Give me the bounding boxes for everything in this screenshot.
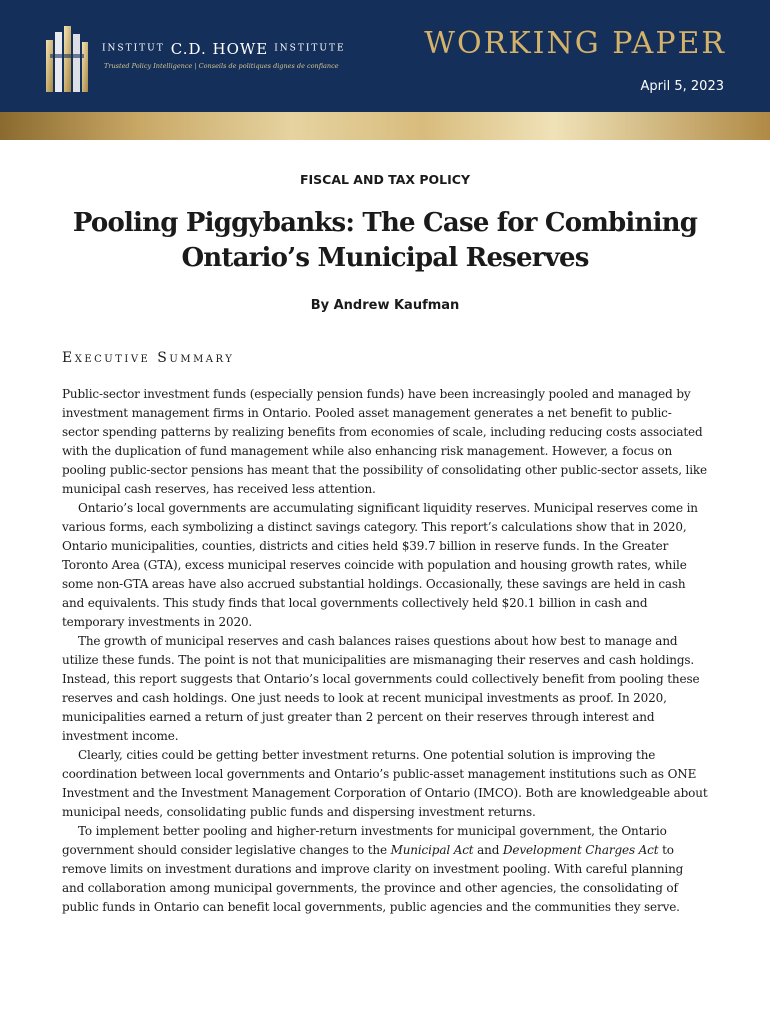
institute-logo-icon — [44, 24, 90, 94]
org-main-name: C.D. HOWE — [170, 39, 269, 58]
org-prefix: INSTITUT — [102, 43, 165, 54]
paragraph-4: Clearly, cities could be getting better investment returns. One potential solution is improving the coordination between local governments and Ontario’s public-asset management institutions such as ONE Investment and the Investment Management Corporation of Ontario (IMCO). Both are knowledgeable about municipal needs, consolidating public funds and dispersing investment returns. — [62, 748, 708, 819]
paragraph-5-text-a: To implement better pooling and higher-return investments for municipal government, the Ontario government should consider legislative changes to the — [62, 824, 667, 857]
policy-category: FISCAL AND TAX POLICY — [299, 172, 471, 187]
paper-title: Pooling Piggybanks: The Case for Combining Ontario’s Municipal Reserves — [72, 208, 698, 273]
decorative-gold-band — [0, 112, 770, 140]
document-type: WORKING PAPER — [424, 26, 726, 61]
section-heading: Executive Summary — [62, 350, 235, 366]
paragraph-5-text-c: to remove limits on investment durations and improve clarity on investment pooling. With careful planning and collaboration among municipal governments, the province and other agencies, the consolidating of public funds in Ontario can benefit local governments, public agencies and the communities they serve. — [62, 843, 684, 914]
org-tagline: Trusted Policy Intelligence | Conseils de politiques dignes de confiance — [104, 62, 339, 70]
paragraph-2: Ontario’s local governments are accumulating significant liquidity reserves. Municipal reserves come in various forms, each symbolizing a distinct savings category. This report’s calculations show that in 2020, Ontario municipalities, counties, districts and cities held $39.7 billion in reserve funds. In the Greater Toronto Area (GTA), excess municipal reserves coincide with population and housing growth rates, while some non-GTA areas have also accrued substantial holdings. Occasionally, these savings are held in cash and equivalents. This study finds that local governments collectively held $20.1 billion in cash and temporary investments in 2020. — [62, 501, 698, 629]
executive-summary-body — [62, 385, 708, 917]
paragraph-5-text-b: and — [473, 843, 503, 857]
paragraph-5 — [62, 822, 708, 917]
publication-date: April 5, 2023 — [640, 79, 724, 94]
municipal-act-reference: Municipal Act — [390, 843, 474, 857]
org-suffix: INSTITUTE — [274, 43, 346, 54]
author-byline: By Andrew Kaufman — [310, 298, 460, 313]
development-charges-act-reference: Development Charges Act — [502, 843, 659, 857]
org-name — [102, 38, 346, 58]
paragraph-1: Public-sector investment funds (especially pension funds) have been increasingly pooled and managed by investment management firms in Ontario. Pooled asset management generates a net benefit to public-sector spending patterns by realizing benefits from economies of scale, including reducing costs associated with the duplication of fund management while also enhancing risk management. However, a focus on pooling public-sector pensions has meant that the possibility of consolidating other public-sector assets, like municipal cash reserves, has received less attention. — [62, 387, 707, 496]
page-header — [0, 0, 770, 112]
paragraph-3: The growth of municipal reserves and cash balances raises questions about how best to manage and utilize these funds. The point is not that municipalities are mismanaging their reserves and cash holdings. Instead, this report suggests that Ontario’s local governments could collectively benefit from pooling these reserves and cash holdings. One just needs to look at recent municipal investments as proof. In 2020, municipalities earned a return of just greater than 2 percent on their reserves through interest and investment income. — [62, 634, 700, 743]
